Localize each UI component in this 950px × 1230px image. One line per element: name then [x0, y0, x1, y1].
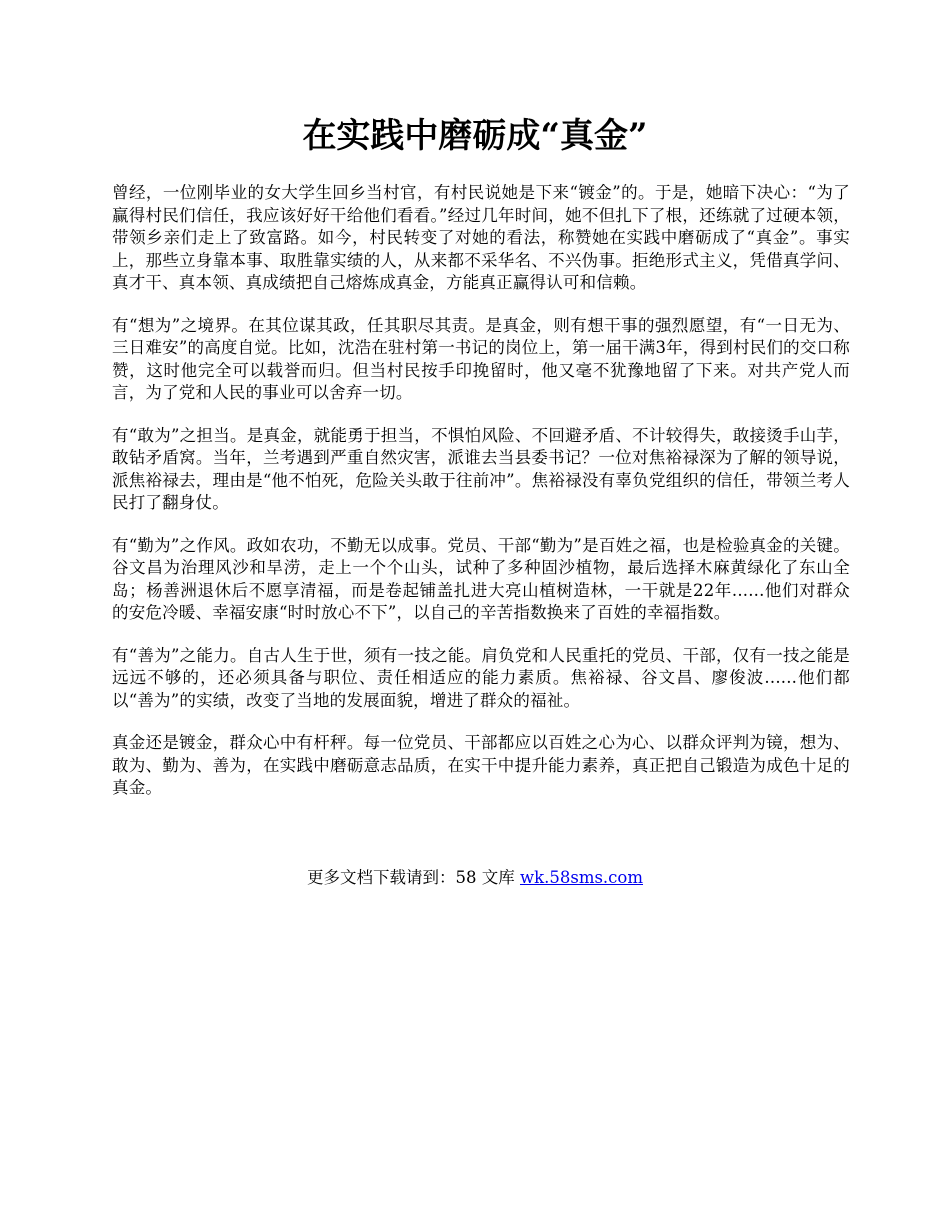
paragraph-shanwei: 有“善为”之能力。自古人生于世，须有一技之能。肩负党和人民重托的党员、干部，仅有一技之能是远远不够的，还必须具备与职位、责任相适应的能力素质。焦裕禄、谷文昌、廖俊波......他们都以“善为”的实绩，改变了当地的发展面貌，增进了群众的福祉。: [112, 645, 850, 710]
download-footer: [0, 864, 950, 888]
paragraph-xiangwei: 有“想为”之境界。在其位谋其政，任其职尽其责。是真金，则有想干事的强烈愿望，有“一日无为、三日难安”的高度自觉。比如，沈浩在驻村第一书记的岗位上，第一届干满3年，得到村民们的交口称赞，这时他完全可以载誉而归。但当村民按手印挽留时，他又毫不犹豫地留了下来。对共产党人而言，为了党和人民的事业可以舍弃一切。: [112, 315, 850, 402]
paragraph-ganwei: 有“敢为”之担当。是真金，就能勇于担当，不惧怕风险、不回避矛盾、不计较得失，敢接烫手山芋，敢钻矛盾窝。当年，兰考遇到严重自然灾害，派谁去当县委书记？一位对焦裕禄深为了解的领导说，派焦裕禄去，理由是“他不怕死，危险关头敢于往前冲”。焦裕禄没有辜负党组织的信任，带领兰考人民打了翻身仗。: [112, 425, 850, 512]
paragraph-conclusion: 真金还是镀金，群众心中有杆秤。每一位党员、干部都应以百姓之心为心、以群众评判为镜，想为、敢为、勤为、善为，在实践中磨砺意志品质，在实干中提升能力素养，真正把自己锻造为成色十足的真金。: [112, 733, 850, 797]
paragraph-qinwei: 有“勤为”之作风。政如农功，不勤无以成事。党员、干部“勤为”是百姓之福，也是检验真金的关键。谷文昌为治理风沙和旱涝，走上一个个山头，试种了多种固沙植物，最后选择木麻黄绿化了东山全岛；杨善洲退休后不愿享清福，而是卷起铺盖扎进大亮山植树造林，一干就是22年......他们对群众的安危冷暖、幸福安康“时时放心不下”，以自己的辛苦指数换来了百姓的幸福指数。: [112, 535, 850, 622]
footer-prefix: 更多文档下载请到：58 文库: [306, 868, 520, 887]
download-link[interactable]: wk.58sms.com: [519, 868, 643, 887]
paragraph-intro: 曾经，一位刚毕业的女大学生回乡当村官，有村民说她是下来“镀金”的。于是，她暗下决心：“为了赢得村民们信任，我应该好好干给他们看看。”经过几年时间，她不但扎下了根，还练就了过硬本领，带领乡亲们走上了致富路。如今，村民转变了对她的看法，称赞她在实践中磨砺成了“真金”。事实上，那些立身靠本事、取胜靠实绩的人，从来都不采华名、不兴伪事。拒绝形式主义，凭借真学问、真才干、真本领、真成绩把自己熔炼成真金，方能真正赢得认可和信赖。: [112, 183, 850, 292]
document-title: 在实践中磨砺成“真金”: [302, 116, 648, 156]
document-body: [112, 182, 850, 820]
